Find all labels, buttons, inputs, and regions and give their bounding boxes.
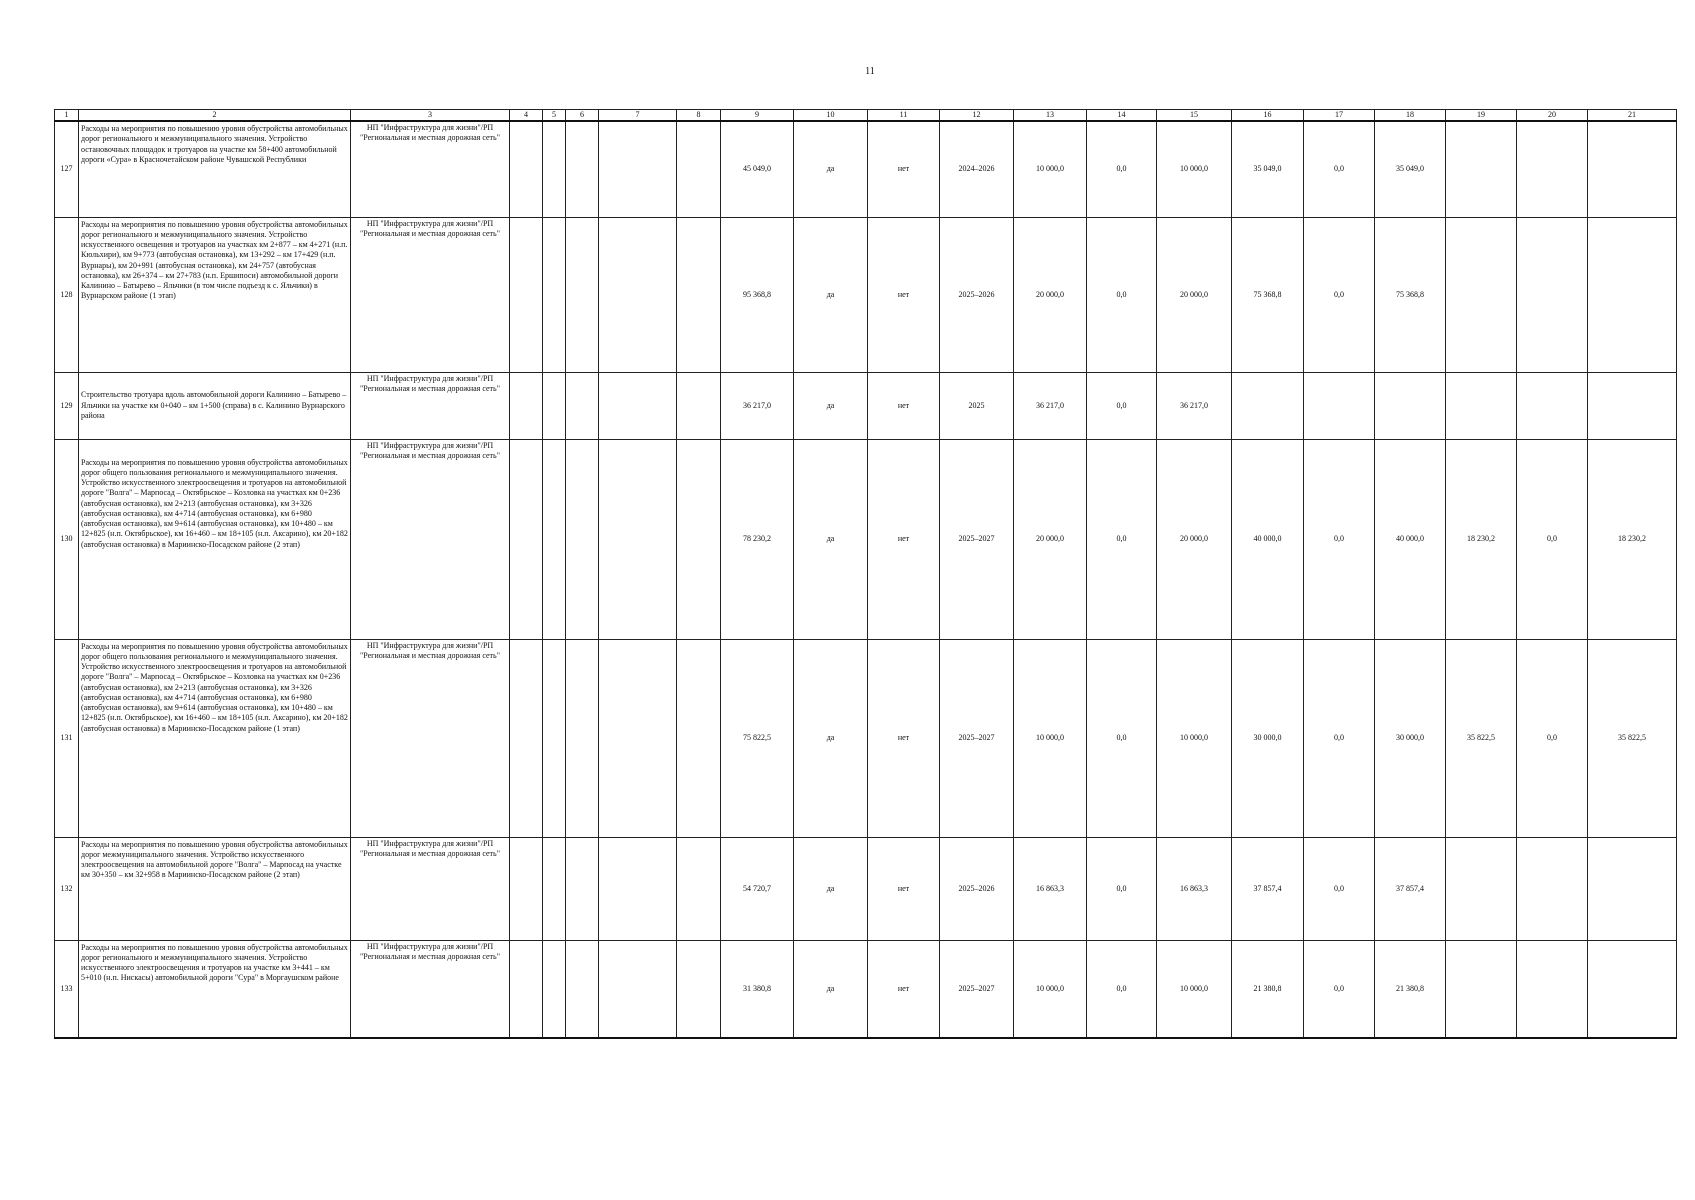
cell-col-4: [510, 121, 543, 217]
project-description: Расходы на мероприятия по повышению уровня обустройства автомобильных дорог общего пользования регионального и межмуниципального значения. Устройство искусственного электроосвещения и тротуаров на автомобильной дороге "Волга" – Марпосад – Октябрьское – Козловка на участках км 0+236 (автобусная остановка), км 2+213 (автобусная остановка), км 3+326 (автобусная остановка), км 4+714 (автобусная остановка), км 6+980 (автобусная остановка), км 9+614 (автобусная остановка), км 10+480 – км 12+825 (н.п. Октябрьское), км 16+460 – км 18+105 (н.п. Аксарино), км 20+182 (автобусная остановка) в Мариинско-Посадском районе (2 этап): [79, 439, 351, 639]
header-cell: 19: [1446, 110, 1517, 122]
cell-col-17: 0,0: [1304, 837, 1375, 940]
project-description: Расходы на мероприятия по повышению уровня обустройства автомобильных дорог общего пользования регионального и межмуниципального значения. Устройство искусственного электроосвещения и тротуаров на автомобильной дороге "Волга" – Марпосад – Октябрьское – Козловка на участках км 0+236 (автобусная остановка), км 2+213 (автобусная остановка), км 3+326 (автобусная остановка), км 4+714 (автобусная остановка), км 6+980 (автобусная остановка), км 9+614 (автобусная остановка), км 10+480 – км 12+825 (н.п. Октябрьское), км 16+460 – км 18+105 (н.п. Аксарино), км 20+182 (автобусная остановка) в Мариинско-Посадском районе (1 этап): [79, 639, 351, 837]
header-cell: 6: [566, 110, 599, 122]
cell-col-4: [510, 372, 543, 439]
cell-col-10: да: [794, 837, 868, 940]
cell-col-15: 20 000,0: [1157, 217, 1232, 372]
cell-col-18: 75 368,8: [1375, 217, 1446, 372]
project-description: Расходы на мероприятия по повышению уровня обустройства автомобильных дорог регионального и межмуниципального значения. Устройство искусственного электроосвещения и тротуаров на участке км 3+441 – км 5+010 (н.п. Нискасы) автомобильной дороги "Сура" в Моргаушском районе: [79, 940, 351, 1038]
header-cell: 10: [794, 110, 868, 122]
cell-col-8: [677, 217, 721, 372]
project-executor: НП "Инфраструктура для жизни"/РП "Региональная и местная дорожная сеть": [351, 217, 510, 372]
row-number: 127: [55, 121, 79, 217]
header-cell: 7: [599, 110, 677, 122]
cell-col-15: 10 000,0: [1157, 121, 1232, 217]
cell-col-21: [1588, 940, 1677, 1038]
cell-col-10: да: [794, 439, 868, 639]
cell-col-9: 75 822,5: [721, 639, 794, 837]
cell-col-14: 0,0: [1087, 439, 1157, 639]
header-cell: 11: [868, 110, 940, 122]
cell-col-15: 10 000,0: [1157, 940, 1232, 1038]
cell-col-20: [1517, 217, 1588, 372]
cell-col-13: 10 000,0: [1014, 121, 1087, 217]
cell-col-10: да: [794, 217, 868, 372]
cell-col-18: 35 049,0: [1375, 121, 1446, 217]
cell-col-13: 20 000,0: [1014, 439, 1087, 639]
cell-col-12: 2025: [940, 372, 1014, 439]
cell-col-12: 2025–2027: [940, 639, 1014, 837]
row-number: 132: [55, 837, 79, 940]
cell-col-5: [543, 837, 566, 940]
cell-col-20: [1517, 837, 1588, 940]
cell-col-19: 35 822,5: [1446, 639, 1517, 837]
cell-col-11: нет: [868, 121, 940, 217]
cell-col-7: [599, 372, 677, 439]
cell-col-11: нет: [868, 940, 940, 1038]
project-description: Расходы на мероприятия по повышению уровня обустройства автомобильных дорог регионального и межмуниципального значения. Устройство остановочных площадок и тротуаров на участке км 58+400 автомобильной дороги «Сура» в Красночетайском районе Чувашской Республики: [79, 121, 351, 217]
cell-col-14: 0,0: [1087, 940, 1157, 1038]
cell-col-18: 37 857,4: [1375, 837, 1446, 940]
cell-col-8: [677, 121, 721, 217]
project-executor: НП "Инфраструктура для жизни"/РП "Региональная и местная дорожная сеть": [351, 837, 510, 940]
cell-col-11: нет: [868, 372, 940, 439]
cell-col-12: 2024–2026: [940, 121, 1014, 217]
header-cell: 5: [543, 110, 566, 122]
cell-col-19: [1446, 940, 1517, 1038]
cell-col-16: 40 000,0: [1232, 439, 1304, 639]
cell-col-13: 16 863,3: [1014, 837, 1087, 940]
cell-col-11: нет: [868, 439, 940, 639]
cell-col-7: [599, 639, 677, 837]
cell-col-5: [543, 940, 566, 1038]
cell-col-4: [510, 439, 543, 639]
cell-col-15: 20 000,0: [1157, 439, 1232, 639]
table-row: [55, 639, 1677, 837]
table-row: [55, 217, 1677, 372]
cell-col-9: 54 720,7: [721, 837, 794, 940]
cell-col-19: [1446, 217, 1517, 372]
cell-col-5: [543, 217, 566, 372]
cell-col-7: [599, 439, 677, 639]
cell-col-17: 0,0: [1304, 639, 1375, 837]
cell-col-7: [599, 837, 677, 940]
table-row: [55, 439, 1677, 639]
cell-col-8: [677, 639, 721, 837]
cell-col-4: [510, 217, 543, 372]
cell-col-13: 36 217,0: [1014, 372, 1087, 439]
header-cell: 18: [1375, 110, 1446, 122]
header-cell: 20: [1517, 110, 1588, 122]
cell-col-20: 0,0: [1517, 639, 1588, 837]
table-row: [55, 837, 1677, 940]
project-executor: НП "Инфраструктура для жизни"/РП "Региональная и местная дорожная сеть": [351, 121, 510, 217]
project-executor: НП "Инфраструктура для жизни"/РП "Региональная и местная дорожная сеть": [351, 940, 510, 1038]
cell-col-17: [1304, 372, 1375, 439]
row-number: 130: [55, 439, 79, 639]
cell-col-18: 30 000,0: [1375, 639, 1446, 837]
header-cell: 9: [721, 110, 794, 122]
cell-col-8: [677, 940, 721, 1038]
table-row: [55, 940, 1677, 1038]
cell-col-6: [566, 217, 599, 372]
cell-col-11: нет: [868, 217, 940, 372]
cell-col-21: 35 822,5: [1588, 639, 1677, 837]
header-cell: 12: [940, 110, 1014, 122]
cell-col-20: 0,0: [1517, 439, 1588, 639]
cell-col-17: 0,0: [1304, 217, 1375, 372]
table-row: [55, 372, 1677, 439]
header-cell: 3: [351, 110, 510, 122]
cell-col-12: 2025–2027: [940, 439, 1014, 639]
cell-col-21: [1588, 121, 1677, 217]
table-row: [55, 121, 1677, 217]
header-cell: 16: [1232, 110, 1304, 122]
header-cell: 21: [1588, 110, 1677, 122]
header-cell: 2: [79, 110, 351, 122]
project-description: Строительство тротуара вдоль автомобильной дороги Калинино – Батырево – Яльчики на участке км 0+040 – км 1+500 (справа) в с. Калинино Вурнарского района: [79, 372, 351, 439]
project-executor: НП "Инфраструктура для жизни"/РП "Региональная и местная дорожная сеть": [351, 372, 510, 439]
cell-col-14: 0,0: [1087, 121, 1157, 217]
cell-col-12: 2025–2026: [940, 217, 1014, 372]
cell-col-21: 18 230,2: [1588, 439, 1677, 639]
cell-col-20: [1517, 372, 1588, 439]
cell-col-8: [677, 439, 721, 639]
cell-col-21: [1588, 217, 1677, 372]
cell-col-10: да: [794, 639, 868, 837]
header-cell: 15: [1157, 110, 1232, 122]
cell-col-14: 0,0: [1087, 217, 1157, 372]
cell-col-15: 36 217,0: [1157, 372, 1232, 439]
cell-col-5: [543, 372, 566, 439]
cell-col-10: да: [794, 940, 868, 1038]
cell-col-20: [1517, 940, 1588, 1038]
column-number-header: [55, 110, 1677, 122]
cell-col-15: 10 000,0: [1157, 639, 1232, 837]
cell-col-12: 2025–2026: [940, 837, 1014, 940]
cell-col-12: 2025–2027: [940, 940, 1014, 1038]
cell-col-21: [1588, 837, 1677, 940]
cell-col-9: 95 368,8: [721, 217, 794, 372]
header-cell: 14: [1087, 110, 1157, 122]
project-description: Расходы на мероприятия по повышению уровня обустройства автомобильных дорог регионального и межмуниципального значения. Устройство искусственного освещения и тротуаров на участках км 2+877 – км 4+271 (н.п. Кюльхири), км 9+773 (автобусная остановка), км 13+292 – км 17+429 (н.п. Вурнары), км 20+991 (автобусная остановка), км 24+757 (автобусная остановка), км 26+374 – км 27+783 (н.п. Ершипоси) автомобильной дороги Калинино – Батырево – Яльчики (в том числе подъезд к с. Яльчики) в Вурнарском районе (1 этап): [79, 217, 351, 372]
cell-col-19: [1446, 837, 1517, 940]
cell-col-19: [1446, 372, 1517, 439]
project-description: Расходы на мероприятия по повышению уровня обустройства автомобильных дорог межмуниципального значения. Устройство искусственного электроосвещения на автомобильной дороге "Волга" – Марпосад на участке км 30+350 – км 32+958 в Мариинско-Посадском районе (2 этап): [79, 837, 351, 940]
cell-col-16: 21 380,8: [1232, 940, 1304, 1038]
header-cell: 1: [55, 110, 79, 122]
header-cell: 13: [1014, 110, 1087, 122]
cell-col-13: 10 000,0: [1014, 639, 1087, 837]
cell-col-17: 0,0: [1304, 940, 1375, 1038]
cell-col-18: 21 380,8: [1375, 940, 1446, 1038]
cell-col-17: 0,0: [1304, 439, 1375, 639]
cell-col-19: [1446, 121, 1517, 217]
cell-col-4: [510, 940, 543, 1038]
cell-col-17: 0,0: [1304, 121, 1375, 217]
cell-col-14: 0,0: [1087, 372, 1157, 439]
cell-col-7: [599, 217, 677, 372]
cell-col-4: [510, 837, 543, 940]
cell-col-16: 75 368,8: [1232, 217, 1304, 372]
cell-col-13: 10 000,0: [1014, 940, 1087, 1038]
cell-col-9: 31 380,8: [721, 940, 794, 1038]
cell-col-14: 0,0: [1087, 837, 1157, 940]
cell-col-16: 30 000,0: [1232, 639, 1304, 837]
project-executor: НП "Инфраструктура для жизни"/РП "Региональная и местная дорожная сеть": [351, 639, 510, 837]
cell-col-6: [566, 940, 599, 1038]
cell-col-13: 20 000,0: [1014, 217, 1087, 372]
header-cell: 17: [1304, 110, 1375, 122]
cell-col-9: 78 230,2: [721, 439, 794, 639]
row-number: 133: [55, 940, 79, 1038]
cell-col-11: нет: [868, 837, 940, 940]
cell-col-19: 18 230,2: [1446, 439, 1517, 639]
cell-col-9: 45 049,0: [721, 121, 794, 217]
cell-col-8: [677, 837, 721, 940]
cell-col-10: да: [794, 121, 868, 217]
cell-col-7: [599, 940, 677, 1038]
row-number: 131: [55, 639, 79, 837]
cell-col-9: 36 217,0: [721, 372, 794, 439]
cell-col-6: [566, 439, 599, 639]
header-cell: 4: [510, 110, 543, 122]
program-table: [54, 109, 1677, 1039]
cell-col-16: 37 857,4: [1232, 837, 1304, 940]
row-number: 128: [55, 217, 79, 372]
cell-col-5: [543, 121, 566, 217]
cell-col-18: [1375, 372, 1446, 439]
cell-col-20: [1517, 121, 1588, 217]
cell-col-5: [543, 439, 566, 639]
cell-col-18: 40 000,0: [1375, 439, 1446, 639]
row-number: 129: [55, 372, 79, 439]
cell-col-6: [566, 372, 599, 439]
cell-col-14: 0,0: [1087, 639, 1157, 837]
cell-col-15: 16 863,3: [1157, 837, 1232, 940]
cell-col-4: [510, 639, 543, 837]
cell-col-6: [566, 837, 599, 940]
cell-col-10: да: [794, 372, 868, 439]
cell-col-7: [599, 121, 677, 217]
cell-col-16: 35 049,0: [1232, 121, 1304, 217]
project-executor: НП "Инфраструктура для жизни"/РП "Региональная и местная дорожная сеть": [351, 439, 510, 639]
cell-col-16: [1232, 372, 1304, 439]
page-number: 11: [865, 66, 875, 77]
cell-col-8: [677, 372, 721, 439]
cell-col-5: [543, 639, 566, 837]
cell-col-6: [566, 121, 599, 217]
cell-col-21: [1588, 372, 1677, 439]
cell-col-11: нет: [868, 639, 940, 837]
cell-col-6: [566, 639, 599, 837]
header-cell: 8: [677, 110, 721, 122]
